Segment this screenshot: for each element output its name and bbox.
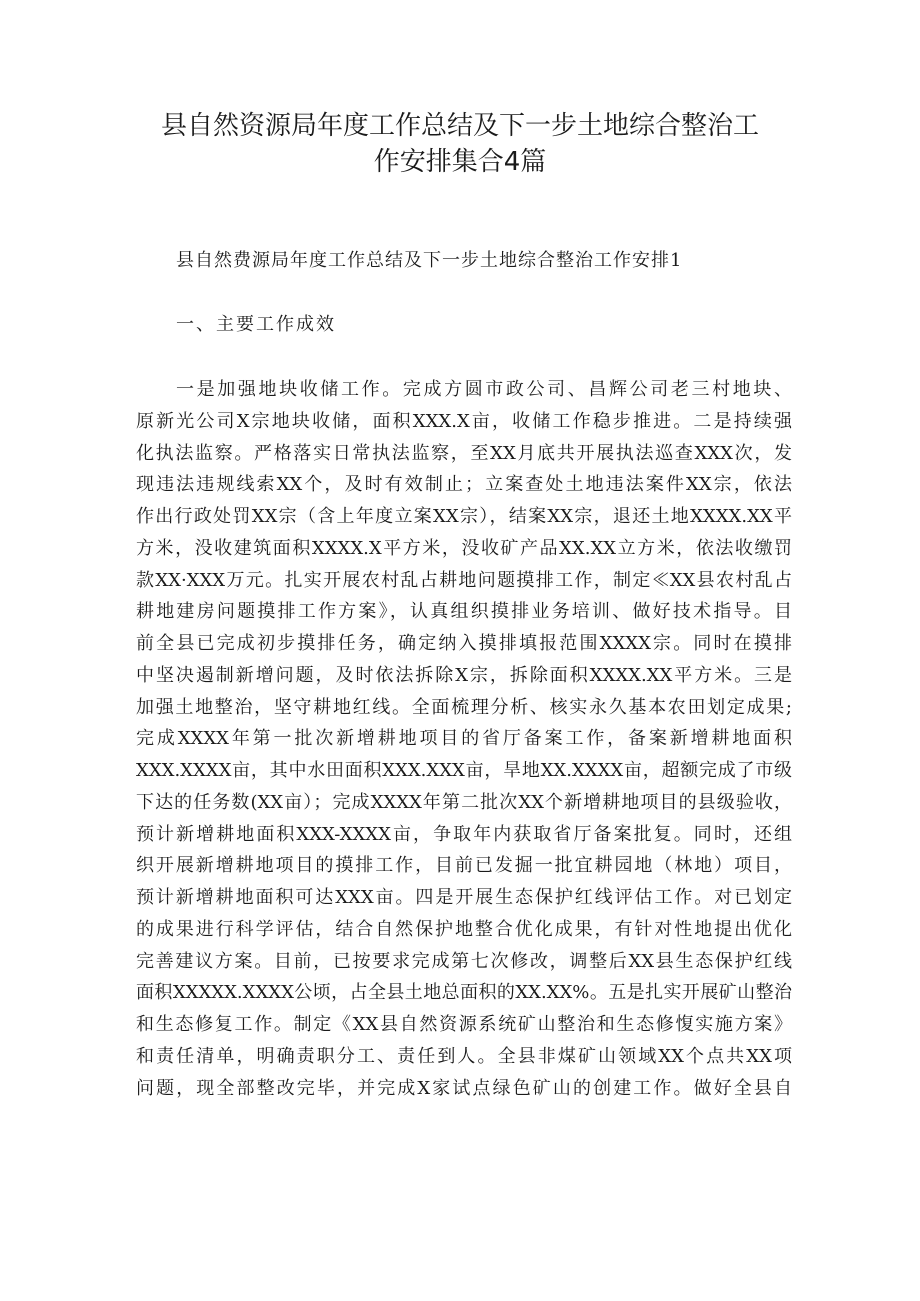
body-line: 耕地建房问题摸排工作方案》，认真组织摸排业务培训、做好技术指导。目 [136, 601, 792, 623]
document-title-line-1: 县自然资源局年度工作总结及下一步土地综合整治工 [160, 111, 759, 141]
body-line: 化执法监察。严格落实日常执法监察，至XX月底共开展执法巡查XXX次，发 [136, 442, 792, 464]
body-line: 下达的任务数(XX亩）；完成XXXX年第二批次XX个新增耕地项目的县级验收， [136, 791, 792, 813]
body-line: 织开展新增耕地项目的摸排工作，目前已发掘一批宜耕园地（林地）项目， [136, 855, 792, 877]
body-line: 方米，没收建筑面积XXXX.X平方米，没收矿产品XX.XX立方米，依法收缴罚 [136, 537, 792, 559]
body-line: 一是加强地块收储工作。完成方圆市政公司、昌辉公司老三村地块、 [176, 379, 792, 400]
section-heading: 一、主要工作成效 [176, 314, 336, 335]
body-line: 完善建议方案。目前，已按要求完成第七次修改，调整后XX县生态保护红线 [136, 950, 792, 972]
section-subtitle: 县自然费源局年度工作总结及下一步土地综合整治工作安排1 [176, 250, 683, 271]
body-line: 作出行政处罚XX宗（含上年度立案XX宗），结案XX宗，退还土地XXXX.XX平 [136, 506, 792, 527]
document-title [120, 108, 800, 180]
body-line: 面积XXXXX.XXXX公顷，占全县土地总面积的XX.XX%。五是扎实开展矿山整治 [136, 982, 792, 1004]
body-paragraph [136, 374, 792, 1104]
body-line: 预计新增耕地面积XXX-XXXX亩，争取年内获取省厅备案批复。同时，还组 [136, 823, 792, 845]
body-line: 问题，现全部整改完毕，并完成X家试点绿色矿山的创建工作。做好全县自 [136, 1077, 792, 1099]
body-line: XXX.XXXX亩，其中水田面积XXX.XXX亩，旱地XX.XXXX亩，超额完成了市级 [136, 760, 792, 781]
body-line: 现违法违规线索XX个，及时有效制止；立案查处土地违法案件XX宗，依法 [136, 474, 792, 496]
body-line: 前全县已完成初步摸排任务，确定纳入摸排填报范围XXXX宗。同时在摸排 [136, 633, 792, 654]
body-line: 款XX·XXX万元。扎实开展农村乱占耕地问题摸排工作，制定≪XX县农村乱占 [136, 569, 792, 591]
body-line: 和生态修复工作。制定《XX县自然资源系统矿山整治和生态修愎实施方案》 [136, 1014, 792, 1035]
body-line: 完成XXXX年第一批次新增耕地项目的省厅备案工作，备案新增耕地面积 [136, 728, 792, 750]
body-line: 的成果进行科学评估，结合自然保护地整合优化成果，有针对性地提出优化 [136, 918, 792, 940]
body-line: 中坚决遏制新增问题，及时依法拆除X宗，拆除面积XXXX.XX平方米。三是 [136, 664, 792, 686]
document-title-line-2: 作安排集合4篇 [373, 147, 547, 177]
body-line: 原新光公司X宗地块收储，面积XXX.X亩，收储工作稳步推进。二是持续强 [136, 410, 792, 432]
body-line: 预计新增耕地面积可达XXX亩。四是开展生态保护红线评估工作。对已划定 [136, 887, 792, 908]
body-line: 和责任清单，明确责职分工、责任到人。全县非煤矿山领域XX个点共XX项 [136, 1045, 792, 1067]
body-line: 加强土地整治，坚守耕地红线。全面梳理分析、核实永久基本农田划定成果; [136, 696, 792, 718]
